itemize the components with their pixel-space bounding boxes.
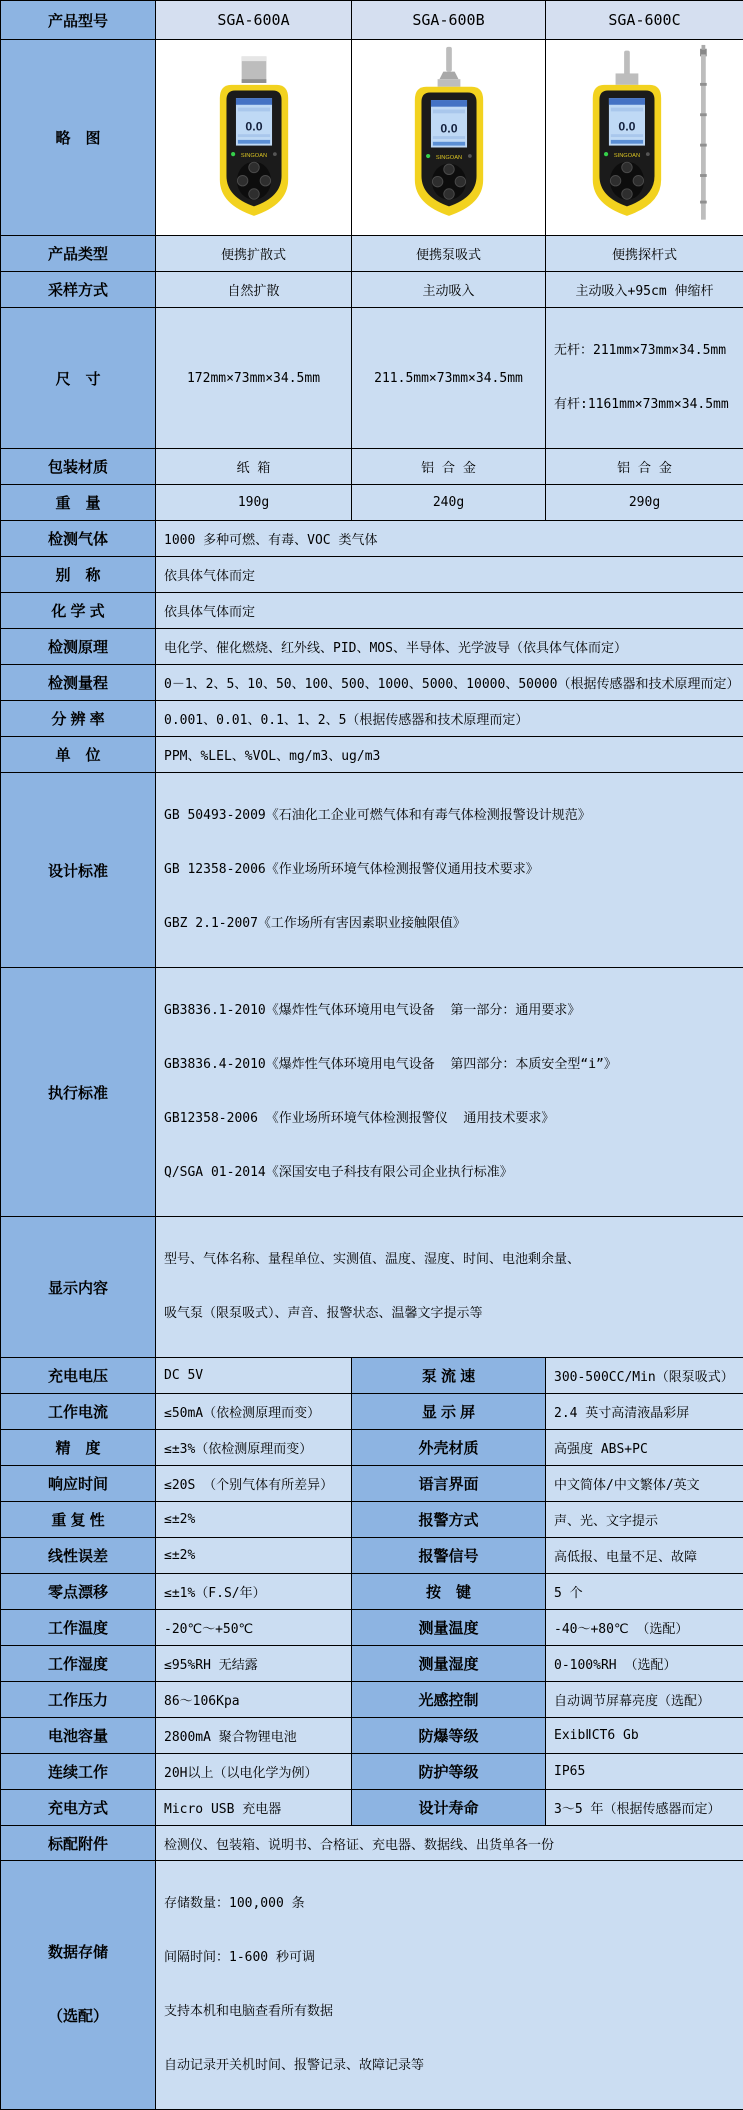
table-row — [1, 1646, 743, 1682]
spec-row-label: 重 量 — [1, 485, 156, 521]
spec-value-cell: 300-500CC/Min（限泵吸式） — [546, 1358, 743, 1394]
spec-row-label: 显示内容 — [1, 1217, 156, 1358]
spec-value-cell: IP65 — [546, 1754, 743, 1790]
spec-value-cell: 0-100%RH （选配） — [546, 1646, 743, 1682]
spec-value-cell: ≤±1%（F.S/年） — [156, 1574, 352, 1610]
spec-row-label: 设计寿命 — [352, 1790, 546, 1826]
telescopic-rod-illustration — [700, 44, 707, 219]
spec-value-cell: 便携扩散式 — [156, 236, 352, 272]
spec-row-label: 充电方式 — [1, 1790, 156, 1826]
standard-line: GB3836.4-2010《爆炸性气体环境用电气设备 第四部分：本质安全型“i”》 — [164, 1053, 735, 1077]
table-row — [1, 40, 743, 236]
spec-value-cell: Micro USB 充电器 — [156, 1790, 352, 1826]
spec-row-label: 线性误差 — [1, 1538, 156, 1574]
spec-value-cell: 便携泵吸式 — [352, 236, 546, 272]
table-row — [1, 449, 743, 485]
spec-row-label: 连续工作 — [1, 1754, 156, 1790]
spec-value-cell — [156, 1861, 743, 2110]
spec-value-cell: 2800mA 聚合物锂电池 — [156, 1718, 352, 1754]
spec-value-cell: 声、光、文字提示 — [546, 1502, 743, 1538]
storage-line: 间隔时间：1-600 秒可调 — [164, 1946, 735, 1970]
table-row — [1, 1682, 743, 1718]
led-indicator — [603, 152, 607, 156]
spec-value-cell: -20℃～+50℃ — [156, 1610, 352, 1646]
spec-row-label: 标配附件 — [1, 1826, 156, 1861]
spec-row-label: 检测量程 — [1, 665, 156, 701]
spec-value-cell — [156, 773, 743, 968]
spec-row-label: 检测气体 — [1, 521, 156, 557]
spec-row-label: 报警方式 — [352, 1502, 546, 1538]
spec-row-label: 单 位 — [1, 737, 156, 773]
spec-value-cell — [156, 1217, 743, 1358]
product-image-cell — [546, 40, 743, 236]
spec-row-label: 尺 寸 — [1, 308, 156, 449]
spec-row-label: 按 键 — [352, 1574, 546, 1610]
table-row — [1, 1718, 743, 1754]
lcd-reading: 0.0 — [618, 119, 635, 133]
spec-value-cell: 20H以上（以电化学为例） — [156, 1754, 352, 1790]
spec-row-label — [1, 1861, 156, 2110]
spec-row-label: 语言界面 — [352, 1466, 546, 1502]
spec-row-label: 工作温度 — [1, 1610, 156, 1646]
display-content-line: 吸气泵（限泵吸式）、声音、报警状态、温馨文字提示等 — [164, 1302, 735, 1326]
spec-value-cell: 主动吸入+95cm 伸缩杆 — [546, 272, 743, 308]
spec-value-cell: 纸 箱 — [156, 449, 352, 485]
table-row — [1, 1790, 743, 1826]
spec-row-label: 采样方式 — [1, 272, 156, 308]
table-row — [1, 557, 743, 593]
gas-detector-illustration-b — [356, 43, 542, 233]
spec-row-label: 检测原理 — [1, 629, 156, 665]
spec-value-cell: 电化学、催化燃烧、红外线、PID、MOS、半导体、光学波导（依具体气体而定） — [156, 629, 743, 665]
spec-row-label: 化 学 式 — [1, 593, 156, 629]
spec-value-cell: 190g — [156, 485, 352, 521]
spec-row-label: 包装材质 — [1, 449, 156, 485]
product-image-cell — [156, 40, 352, 236]
spec-value-cell: 铝 合 金 — [352, 449, 546, 485]
spec-value-cell: 3～5 年（根据传感器而定） — [546, 1790, 743, 1826]
spec-row-label: 防爆等级 — [352, 1718, 546, 1754]
spec-row-label: 显 示 屏 — [352, 1394, 546, 1430]
table-row — [1, 272, 743, 308]
spec-value-cell: 依具体气体而定 — [156, 557, 743, 593]
spec-value-cell: PPM、%LEL、%VOL、mg/m3、ug/m3 — [156, 737, 743, 773]
table-row — [1, 485, 743, 521]
spec-value-cell: 1000 多种可燃、有毒、VOC 类气体 — [156, 521, 743, 557]
spec-row-label: 工作压力 — [1, 1682, 156, 1718]
table-row — [1, 308, 743, 449]
lcd-reading: 0.0 — [245, 119, 262, 133]
spec-value-cell: ≤50mA（依检测原理而变） — [156, 1394, 352, 1430]
spec-value-cell: 211.5mm×73mm×34.5mm — [352, 308, 546, 449]
table-row — [1, 1358, 743, 1394]
spec-value-cell: 240g — [352, 485, 546, 521]
table-row — [1, 701, 743, 737]
storage-label-line: （选配） — [2, 2002, 154, 2032]
spec-row-label: 执行标准 — [1, 968, 156, 1217]
model-header-cell: SGA-600B — [352, 1, 546, 40]
spec-value-cell: 高强度 ABS+PC — [546, 1430, 743, 1466]
storage-label-line: 数据存储 — [2, 1938, 154, 1968]
led-indicator — [231, 152, 235, 156]
spec-value-cell: 主动吸入 — [352, 272, 546, 308]
dimension-line: 无杆：211mm×73mm×34.5mm — [554, 339, 735, 363]
dimension-line: 有杆:1161mm×73mm×34.5mm — [554, 393, 735, 417]
gas-detector-illustration-a — [161, 43, 347, 233]
storage-line: 存储数量：100,000 条 — [164, 1892, 735, 1916]
standard-line: GBZ 2.1-2007《工作场所有害因素职业接触限值》 — [164, 912, 735, 936]
spec-value-cell: 检测仪、包装箱、说明书、合格证、充电器、数据线、出货单各一份 — [156, 1826, 743, 1861]
spec-value-cell: DC 5V — [156, 1358, 352, 1394]
spec-value-cell: ExibⅡCT6 Gb — [546, 1718, 743, 1754]
led-indicator — [426, 153, 430, 157]
spec-value-cell: 依具体气体而定 — [156, 593, 743, 629]
standard-line: GB12358-2006 《作业场所环境气体检测报警仪 通用技术要求》 — [164, 1107, 735, 1131]
spec-row-label: 工作湿度 — [1, 1646, 156, 1682]
spec-value-cell: ≤95%RH 无结露 — [156, 1646, 352, 1682]
table-row — [1, 773, 743, 968]
standard-line: Q/SGA 01-2014《深国安电子科技有限公司企业执行标准》 — [164, 1161, 735, 1185]
spec-value-cell: 铝 合 金 — [546, 449, 743, 485]
spec-value-cell: ≤20S （个别气体有所差异） — [156, 1466, 352, 1502]
spec-value-cell: ≤±2% — [156, 1502, 352, 1538]
spec-value-cell: -40～+80℃ （选配） — [546, 1610, 743, 1646]
table-row — [1, 1217, 743, 1358]
table-row — [1, 737, 743, 773]
spec-row-label: 工作电流 — [1, 1394, 156, 1430]
model-header-cell: SGA-600A — [156, 1, 352, 40]
sketch-label: 略 图 — [1, 40, 156, 236]
spec-value-cell: ≤±2% — [156, 1538, 352, 1574]
spec-row-label: 电池容量 — [1, 1718, 156, 1754]
gas-detector-illustration-c — [551, 43, 739, 233]
spec-value-cell: 自然扩散 — [156, 272, 352, 308]
standard-line: GB 50493-2009《石油化工企业可燃气体和有毒气体检测报警设计规范》 — [164, 804, 735, 828]
spec-row-label: 零点漂移 — [1, 1574, 156, 1610]
display-content-line: 型号、气体名称、量程单位、实测值、温度、湿度、时间、电池剩余量、 — [164, 1248, 735, 1272]
spec-row-label: 产品类型 — [1, 236, 156, 272]
lcd-reading: 0.0 — [440, 121, 457, 135]
spec-value-cell: 290g — [546, 485, 743, 521]
model-header-cell: SGA-600C — [546, 1, 743, 40]
table-row — [1, 968, 743, 1217]
brand-text: SINGOAN — [435, 154, 461, 160]
spec-value-cell: 中文简体/中文繁体/英文 — [546, 1466, 743, 1502]
table-row — [1, 1394, 743, 1430]
table-row — [1, 593, 743, 629]
spec-row-label: 测量温度 — [352, 1610, 546, 1646]
storage-line: 自动记录开关机时间、报警记录、故障记录等 — [164, 2054, 735, 2078]
table-row — [1, 1, 743, 40]
spec-value-cell: ≤±3%（依检测原理而变） — [156, 1430, 352, 1466]
spec-row-label: 分 辨 率 — [1, 701, 156, 737]
spec-row-label: 充电电压 — [1, 1358, 156, 1394]
table-row — [1, 1754, 743, 1790]
table-row — [1, 236, 743, 272]
header-label: 产品型号 — [1, 1, 156, 40]
spec-row-label: 重 复 性 — [1, 1502, 156, 1538]
spec-value-cell: 86～106Kpa — [156, 1682, 352, 1718]
spec-row-label: 光感控制 — [352, 1682, 546, 1718]
spec-value-cell: 0－1、2、5、10、50、100、500、1000、5000、10000、50000（根据传感器和技术原理而定） — [156, 665, 743, 701]
spec-row-label: 别 称 — [1, 557, 156, 593]
table-row — [1, 665, 743, 701]
spec-row-label: 测量湿度 — [352, 1646, 546, 1682]
table-row — [1, 1502, 743, 1538]
brand-text: SINGOAN — [240, 152, 266, 158]
table-row — [1, 1466, 743, 1502]
spec-value-cell: 便携探杆式 — [546, 236, 743, 272]
brand-text: SINGOAN — [613, 152, 639, 158]
spec-value-cell: 5 个 — [546, 1574, 743, 1610]
spec-row-label: 泵 流 速 — [352, 1358, 546, 1394]
table-row — [1, 1826, 743, 1861]
spec-value-cell — [156, 968, 743, 1217]
spec-row-label: 外壳材质 — [352, 1430, 546, 1466]
table-row — [1, 1574, 743, 1610]
spec-row-label: 设计标准 — [1, 773, 156, 968]
spec-row-label: 响应时间 — [1, 1466, 156, 1502]
spec-value-cell: 2.4 英寸高清液晶彩屏 — [546, 1394, 743, 1430]
spec-row-label: 报警信号 — [352, 1538, 546, 1574]
standard-line: GB 12358-2006《作业场所环境气体检测报警仪通用技术要求》 — [164, 858, 735, 882]
spec-value-cell: 自动调节屏幕亮度（选配） — [546, 1682, 743, 1718]
table-row — [1, 1861, 743, 2110]
spec-value-cell — [546, 308, 743, 449]
spec-row-label: 精 度 — [1, 1430, 156, 1466]
product-image-cell — [352, 40, 546, 236]
table-row — [1, 1538, 743, 1574]
table-row — [1, 521, 743, 557]
standard-line: GB3836.1-2010《爆炸性气体环境用电气设备 第一部分：通用要求》 — [164, 999, 735, 1023]
table-row — [1, 629, 743, 665]
table-row — [1, 1430, 743, 1466]
spec-value-cell: 172mm×73mm×34.5mm — [156, 308, 352, 449]
spec-value-cell: 0.001、0.01、0.1、1、2、5（根据传感器和技术原理而定） — [156, 701, 743, 737]
storage-line: 支持本机和电脑查看所有数据 — [164, 2000, 735, 2024]
spec-value-cell: 高低报、电量不足、故障 — [546, 1538, 743, 1574]
spec-row-label: 防护等级 — [352, 1754, 546, 1790]
table-row — [1, 1610, 743, 1646]
